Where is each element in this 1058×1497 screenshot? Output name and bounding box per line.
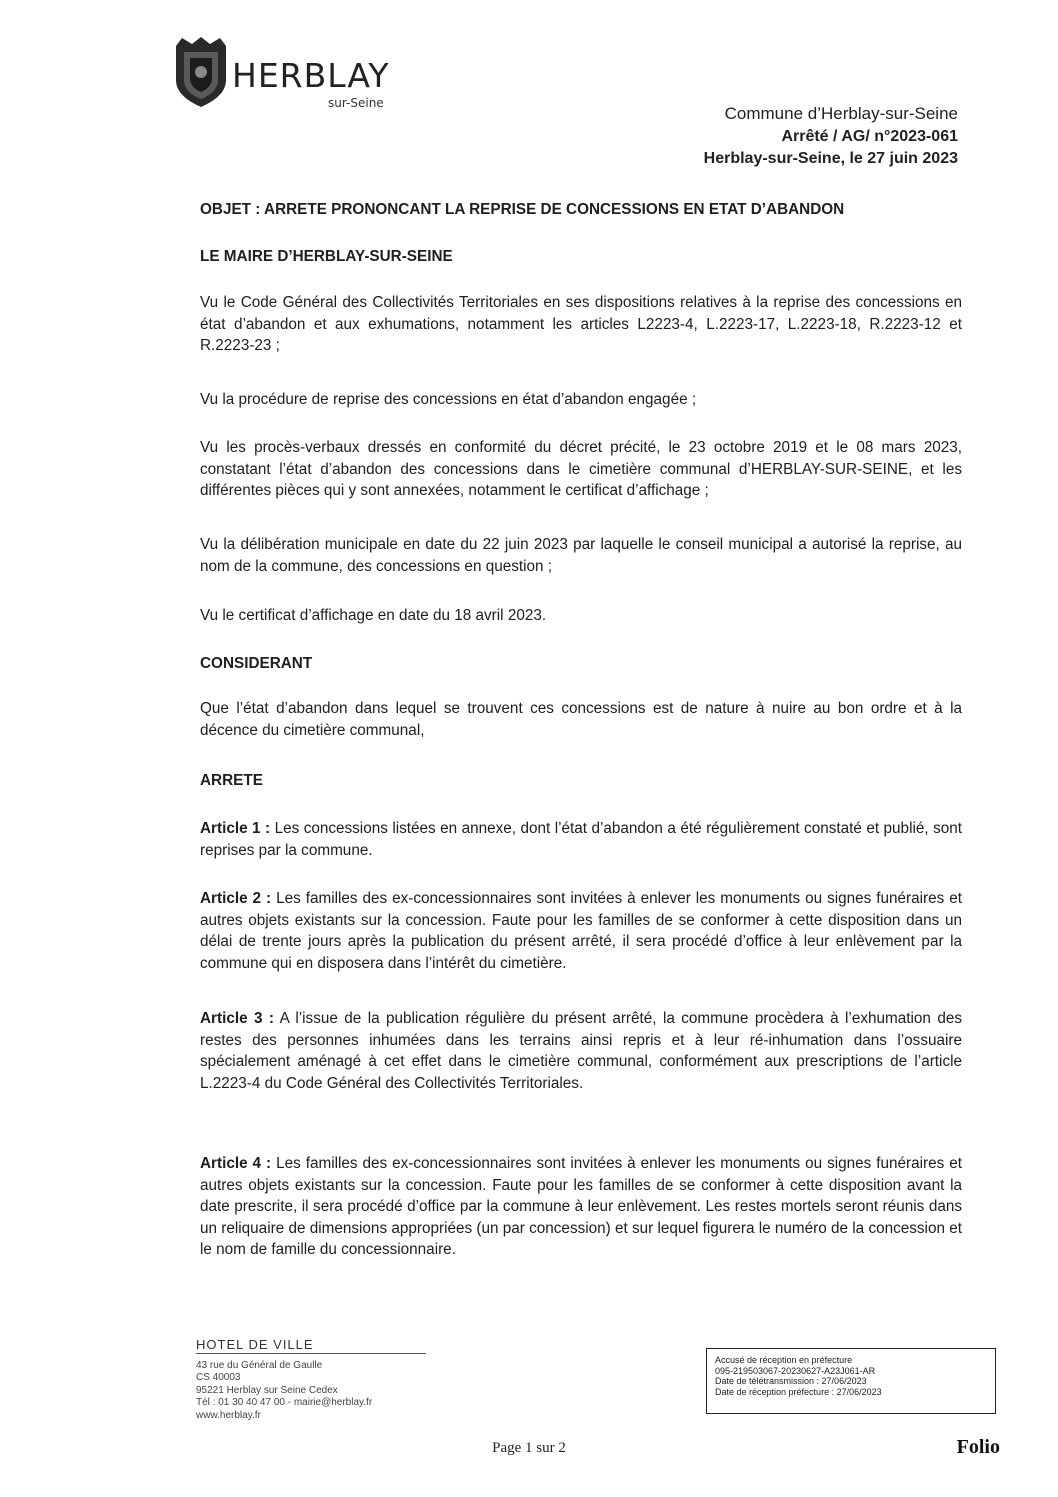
article-1-label: Article 1 : (200, 820, 271, 837)
article-2 (200, 888, 962, 974)
vu-paragraph-2: Vu la procédure de reprise des concessions en état d’abandon engagée ; (200, 391, 697, 408)
place-date: Herblay-sur-Seine, le 27 juin 2023 (703, 150, 958, 167)
article-1-text: Les concessions listées en annexe, dont l’état d’abandon a été régulièrement constaté et publié, sont reprises par la commune. (200, 820, 962, 859)
footer-line: www.herblay.fr (196, 1409, 261, 1421)
considerant-heading: CONSIDERANT (200, 655, 313, 672)
stamp-line: Accusé de réception en préfecture (715, 1355, 853, 1365)
arrete-heading: ARRETE (200, 772, 263, 789)
prefecture-receipt-stamp (706, 1348, 996, 1414)
article-1 (200, 818, 962, 861)
article-4-label: Article 4 : (200, 1155, 272, 1172)
stamp-line: Date de télétransmission : 27/06/2023 (715, 1376, 867, 1386)
vu-paragraph-1: Vu le Code Général des Collectivités Territoriales en ses dispositions relatives à la reprise des concessions en état d’abandon et aux exhumations, notamment les articles L2223-4, L.2223-17, L.2223-18, R.2223-12 et R.2223-23 ; (200, 294, 962, 354)
article-3-text: A l’issue de la publication régulière du présent arrêté, la commune procèdera à l’exhumation des restes des personnes inhumées dans les terrains ainsi repris et à leur ré-inhumation dans l’ossuaire spécialement aménagé à cet effet dans le cimetière communal, conformément aux prescriptions de l’article L.2223-4 du Code Général des Collectivités Territoriales. (200, 1010, 962, 1092)
footer-line: 95221 Herblay sur Seine Cedex (196, 1384, 338, 1396)
folio-label: Folio (956, 1436, 1000, 1458)
footer-line: 43 rue du Général de Gaulle (196, 1359, 323, 1371)
arrete-number: Arrêté / AG/ n°2023-061 (781, 128, 958, 145)
article-4 (200, 1153, 962, 1261)
footer-address (196, 1339, 426, 1422)
article-2-text: Les familles des ex-concessionnaires sont invitées à enlever les monuments ou signes funéraires et autres objets existants sur la concession. Faute pour les familles de se conformer à cette disposition dans un délai de trente jours après la publication du présent arrêté, il sera procédé d’office à leur enlèvement par la commune qui en disposera dans l’intérêt du cimetière. (200, 890, 962, 972)
article-4-text: Les familles des ex-concessionnaires sont invitées à enlever les monuments ou signes funéraires et autres objets existants sur la concession. Faute pour les familles de se conformer à cette disposition avant la date prescrite, il sera procédé d’office par la commune à leur enlèvement. Les restes mortels seront réunis dans un reliquaire de dimensions appropriées (un par concession) et sur lequel figurera le numéro de la concession et le nom de famille du concessionnaire. (200, 1155, 962, 1258)
maire-heading: LE MAIRE D’HERBLAY-SUR-SEINE (200, 248, 453, 265)
page-number: Page 1 sur 2 (492, 1440, 566, 1456)
considerant-paragraph: Que l’état d’abandon dans lequel se trouvent ces concessions est de nature à nuire au bon ordre et à la décence du cimetière communal, (200, 700, 962, 739)
coat-of-arms-icon (172, 36, 230, 108)
document-object: OBJET : ARRETE PRONONCANT LA REPRISE DE CONCESSIONS EN ETAT D’ABANDON (200, 201, 845, 218)
vu-paragraph-5: Vu le certificat d’affichage en date du 18 avril 2023. (200, 607, 547, 624)
vu-paragraph-4: Vu la délibération municipale en date du 22 juin 2023 par laquelle le conseil municipal a autorisé la reprise, au nom de la commune, des concessions en question ; (200, 536, 962, 575)
article-3 (200, 1008, 962, 1094)
article-3-label: Article 3 : (200, 1010, 275, 1027)
stamp-line: Date de réception préfecture : 27/06/2023 (715, 1386, 882, 1397)
footer-line: Tél : 01 30 40 47 00 - mairie@herblay.fr (196, 1397, 373, 1408)
stamp-line: 095-219503067-20230627-A23J061-AR (715, 1365, 876, 1376)
vu-paragraph-3: Vu les procès-verbaux dressés en conformité du décret précité, le 23 octobre 2019 et le 08 mars 2023, constatant l’état d’abandon des concessions dans le cimetière communal d’HERBLAY-SUR-SEINE, et les différentes pièces qui y sont annexées, notamment le certificat d’affichage ; (200, 439, 962, 499)
herblay-logo (168, 34, 408, 124)
footer-line: CS 40003 (196, 1372, 241, 1383)
article-2-label: Article 2 : (200, 890, 272, 907)
footer-title: HOTEL DE VILLE (196, 1339, 426, 1354)
commune-name: Commune d’Herblay-sur-Seine (724, 104, 958, 123)
logo-wordmark: HERBLAY (232, 56, 390, 95)
logo-subtitle: sur-Seine (328, 96, 384, 110)
